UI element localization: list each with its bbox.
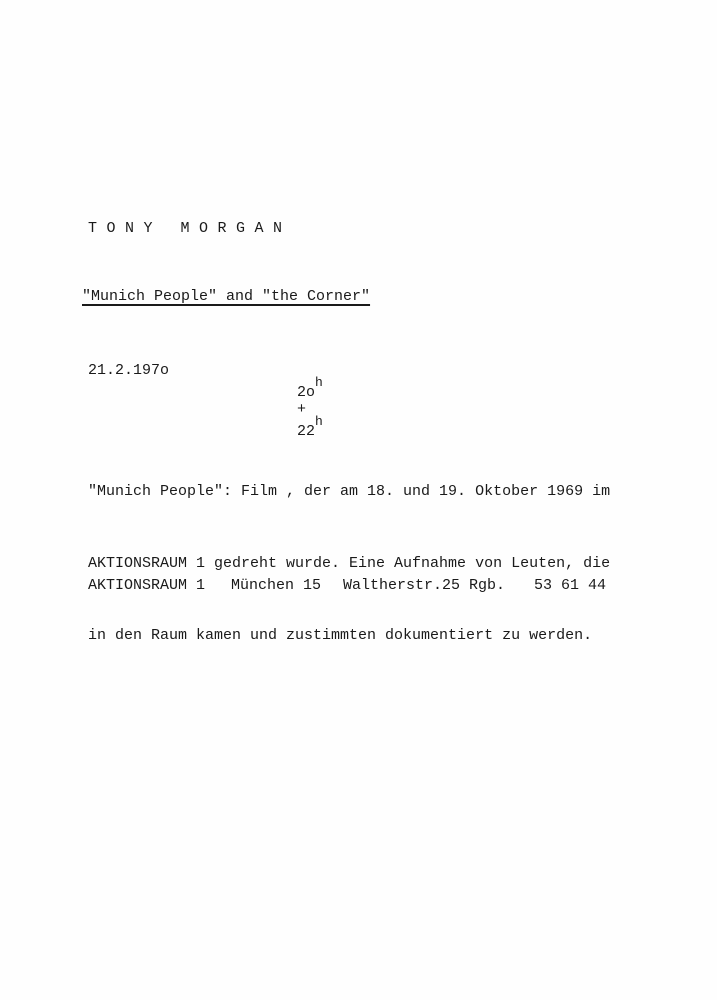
description-line: "Munich People": Film , der am 18. und 19. Oktober 1969 im [88, 483, 611, 500]
event-title: "Munich People" and "the Corner" [82, 288, 371, 305]
footer-venue: AKTIONSRAUM 1 [88, 577, 206, 594]
footer-address: Waltherstr.25 Rgb. [343, 577, 506, 594]
footer-city: München 15 [231, 577, 322, 594]
description-line: in den Raum kamen und zustimmten dokumentiert zu werden. [88, 627, 593, 644]
time-first-unit: h [315, 375, 323, 390]
date-time-line [88, 362, 323, 440]
time-second-unit: h [315, 414, 323, 429]
time-first-value: 2o [297, 384, 316, 401]
film-description [88, 432, 610, 696]
author-name: TONY MORGAN [88, 220, 292, 237]
event-date: 21.2.197o [88, 362, 170, 379]
description-line: AKTIONSRAUM 1 gedreht wurde. Eine Aufnahme von Leuten, die [88, 555, 611, 572]
time-first [297, 375, 323, 401]
time-second-value: 22 [297, 423, 316, 440]
time-separator: + [297, 401, 307, 418]
footer-phone: 53 61 44 [534, 577, 607, 594]
